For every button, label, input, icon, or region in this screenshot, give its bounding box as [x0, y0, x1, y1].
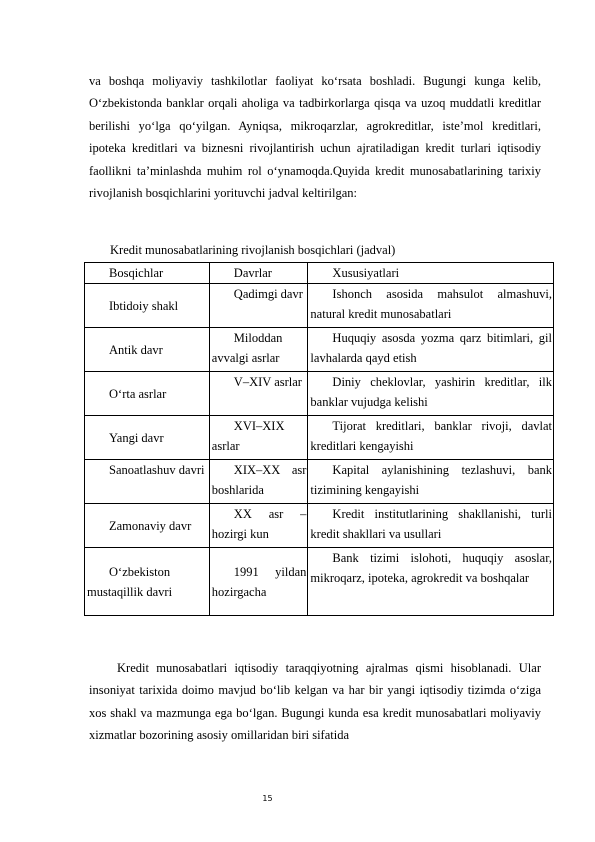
page-number: 15 — [262, 794, 273, 803]
cell-period: XVI–XIX asrlar — [209, 416, 308, 460]
cell-features: Kapital aylanishining tezlashuvi, bank tizimining kengayishi — [308, 460, 554, 504]
header-stage: Bosqichlar — [85, 263, 210, 284]
body-paragraph-2: Kredit munosabatlari iqtisodiy taraqqiyotning ajralmas qismi hisoblanadi. Ular insoniyat tarixida doimo mavjud bo‘lib kelgan va har bir yangi iqtisodiy tizimda o‘ziga xos shakl va mazmunga ega bo‘lgan. Bugungi kunda esa kredit munosabatlari moliyaviy xizmatlar bozorining asosiy omillaridan biri sifatida — [89, 661, 541, 743]
header-features: Xususiyatlari — [308, 263, 554, 284]
table-row — [85, 372, 554, 416]
cell-features: Huquqiy asosda yozma qarz bitimlari, gil lavhalarda qayd etish — [308, 328, 554, 372]
cell-features: Diniy cheklovlar, yashirin kreditlar, ilk banklar vujudga kelishi — [308, 372, 554, 416]
cell-period: XX asr – hozirgi kun — [209, 504, 308, 548]
table-row — [85, 416, 554, 460]
cell-features: Ishonch asosida mahsulot almashuvi, natural kredit munosabatlari — [308, 284, 554, 328]
table-row — [85, 284, 554, 328]
cell-period: XIX–XX asr boshlarida — [209, 460, 308, 504]
cell-stage: Antik davr — [85, 328, 210, 372]
cell-stage: O‘rta asrlar — [85, 372, 210, 416]
cell-features: Kredit institutlarining shakllanishi, turli kredit shakllari va usullari — [308, 504, 554, 548]
table-row — [85, 460, 554, 504]
body-paragraph-1: va boshqa moliyaviy tashkilotlar faoliyat ko‘rsata boshladi. Bugungi kunga kelib, O‘zbekistonda banklar orqali aholiga va tadbirkorlarga qisqa va uzoq muddatli kreditlar berilishi yo‘lga qo‘yilgan. Ayniqsa, mikroqarzlar, agrokreditlar, iste’mol kreditlari, ipoteka kreditlari va biznesni rivojlantirish uchun ajratiladigan kredit turlari iqtisodiy faollikni ta’minlashda muhim rol o‘ynamoqda.Quyida kredit munosabatlarining tarixiy rivojlanish bosqichlarini yorituvchi jadval keltirilgan: — [89, 74, 541, 201]
cell-stage: Sanoatlashuv davri — [85, 460, 210, 504]
cell-stage: Yangi davr — [85, 416, 210, 460]
table-header-row — [85, 263, 554, 284]
cell-period: Qadimgi davr — [209, 284, 308, 328]
table-row — [85, 328, 554, 372]
table-row — [85, 548, 554, 616]
cell-stage: Zamonaviy davr — [85, 504, 210, 548]
history-table — [84, 262, 554, 616]
cell-period: 1991 yildan hozirgacha — [209, 548, 308, 616]
table-caption: Kredit munosabatlarining rivojlanish bosqichlari (jadval) — [110, 243, 396, 257]
cell-features: Bank tizimi islohoti, huquqiy asoslar, mikroqarz, ipoteka, agrokredit va boshqalar — [308, 548, 554, 616]
cell-stage: O‘zbekiston mustaqillik davri — [85, 548, 210, 616]
table-row — [85, 504, 554, 548]
cell-period: V–XIV asrlar — [209, 372, 308, 416]
header-period: Davrlar — [209, 263, 308, 284]
cell-period: Miloddan avvalgi asrlar — [209, 328, 308, 372]
cell-stage: Ibtidoiy shakl — [85, 284, 210, 328]
cell-features: Tijorat kreditlari, banklar rivoji, davlat kreditlari kengayishi — [308, 416, 554, 460]
